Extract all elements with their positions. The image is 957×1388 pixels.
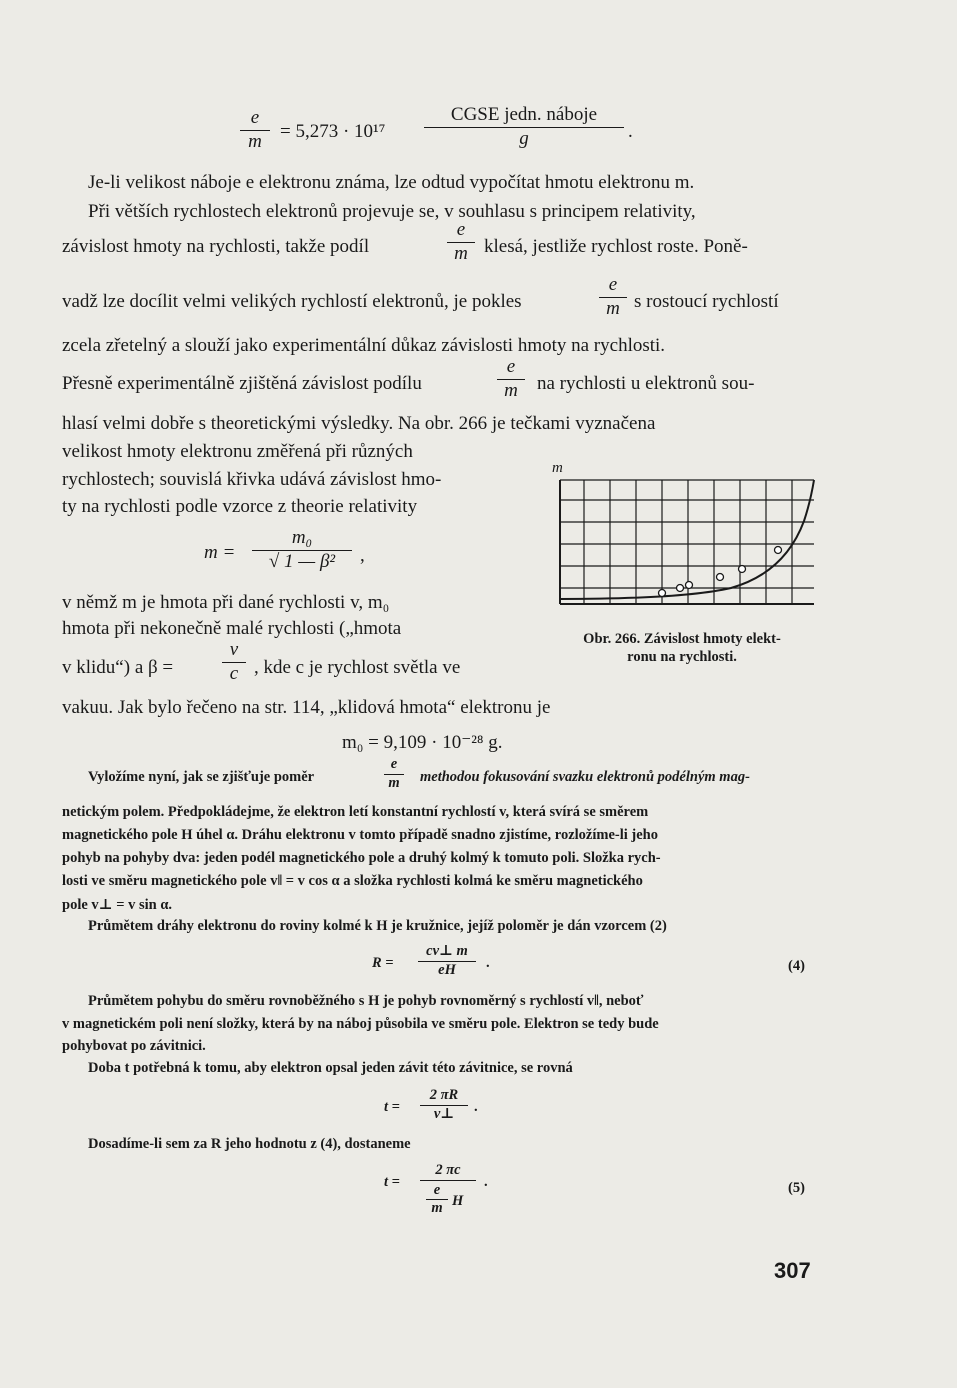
text-line: Při větších rychlostech elektronů projevuje se, v souhlasu s principem relativity, bbox=[88, 201, 696, 222]
text-line: Přesně experimentálně zjištěná závislost podílu bbox=[62, 373, 422, 394]
equation-number: (5) bbox=[788, 1180, 805, 1196]
small-text-line: Průmětem pohybu do směru rovnoběžného s H je pohyb rovnoměrný s rychlostí v‖, neboť bbox=[88, 993, 644, 1009]
text-line: klesá, jestliže rychlost roste. Poně- bbox=[484, 236, 748, 257]
eq-top-units: CGSE jedn. náboje g bbox=[424, 105, 624, 150]
eq-top-rhs: = 5,273 · 10¹⁷ bbox=[280, 121, 386, 142]
eq-period2-fraction: 2 πc e m H bbox=[420, 1162, 476, 1226]
small-text-line: v magnetickém poli není složky, která by na náboj působila ve směru pole. Elektron se tedy bude bbox=[62, 1016, 659, 1032]
eq-mass-lhs: m = bbox=[204, 542, 236, 563]
small-text-line: Vyložíme nyní, jak se zjišťuje poměr bbox=[88, 769, 315, 785]
fraction-e-m: e m bbox=[599, 275, 627, 320]
small-text-line: pohybovat po závitnici. bbox=[62, 1038, 206, 1054]
text-line: velikost hmoty elektronu změřená při různých bbox=[62, 441, 413, 462]
equation-number: (4) bbox=[788, 958, 805, 974]
small-text-line: pohyb na pohyby dva: jeden podél magnetického pole a druhý kolmý k tomuto poli. Složka rych- bbox=[62, 850, 661, 866]
text-line: ty na rychlosti podle vzorce z theorie relativity bbox=[62, 496, 418, 517]
small-text-line: Dosadíme-li sem za R jeho hodnotu z (4), dostaneme bbox=[88, 1136, 411, 1152]
eq-top-fraction: e m bbox=[240, 108, 270, 153]
text-line: s rostoucí rychlostí bbox=[634, 291, 779, 312]
text-line: závislost hmoty na rychlosti, takže podíl bbox=[62, 236, 370, 257]
fraction-v-c: v c bbox=[222, 640, 246, 685]
small-text-line: methodou fokusování svazku elektronů podélným mag- bbox=[420, 769, 750, 785]
eq-radius-lhs: R = bbox=[372, 955, 394, 971]
eq-mass-fraction: m₀ √ 1 — β² bbox=[252, 528, 352, 573]
fraction-e-m: e m bbox=[497, 357, 525, 402]
small-text-line: Doba t potřebná k tomu, aby elektron opsal jeden závit této závitnice, se rovná bbox=[88, 1060, 573, 1076]
text-line: v klidu“) a β = bbox=[62, 657, 174, 678]
text-line: , kde c je rychlost světla ve bbox=[254, 657, 461, 678]
small-text-line: pole v⊥ = v sin α. bbox=[62, 897, 173, 913]
figure-mass-velocity-graph bbox=[556, 476, 818, 610]
text-line: v němž m je hmota při dané rychlosti v, m₀ bbox=[62, 592, 390, 613]
text-line: hmota při nekonečně malé rychlosti („hmota bbox=[62, 618, 402, 639]
text-line: vakuu. Jak bylo řečeno na str. 114, „klidová hmota“ elektronu je bbox=[62, 697, 551, 718]
text-line: hlasí velmi dobře s theoretickými výsledky. Na obr. 266 je tečkami vyznačena bbox=[62, 413, 656, 434]
small-text-line: netickým polem. Předpokládejme, že elektron letí konstantní rychlostí v, která svírá se směrem bbox=[62, 804, 649, 820]
page-number: 307 bbox=[774, 1258, 811, 1283]
figure-axis-label: m bbox=[552, 460, 563, 476]
small-text-line: losti ve směru magnetického pole v‖ = v cos α a složka rychlosti kolmá ke směru magnetického bbox=[62, 873, 643, 889]
fraction-e-m: e m bbox=[447, 220, 475, 265]
figure-caption: Obr. 266. Závislost hmoty elekt- ronu na rychlosti. bbox=[583, 631, 781, 666]
text-line: na rychlosti u elektronů sou- bbox=[537, 373, 755, 394]
eq-radius-fraction: cv⊥ m eH bbox=[418, 944, 476, 979]
text-line: Je-li velikost náboje e elektronu známa, lze odtud vypočítat hmotu elektronu m. bbox=[88, 172, 695, 193]
eq-period2-lhs: t = bbox=[384, 1174, 400, 1190]
eq-rest-mass: m₀ = 9,109 · 10⁻²⁸ g. bbox=[342, 732, 503, 753]
small-text-line: magnetického pole H úhel α. Dráhu elektronu v tomto případě snadno zjistíme, rozložíme-li jeho bbox=[62, 827, 658, 843]
text-line: zcela zřetelný a slouží jako experimentální důkaz závislosti hmoty na rychlosti. bbox=[62, 335, 666, 356]
book-page: e m = 5,273 · 10¹⁷ CGSE jedn. náboje g . Je-li velikost náboje e elektronu známa, lze odtud vypočítat hmotu elektronu m. Při větších rychlostech elektronů projevuje se, v souhlasu s principem relativity, závislost hmoty na rychlosti, takže podíl e m klesá, jestliže rychlost roste. Poně- vadž lze docílit velmi velikých rychlostí elektronů, je pokles e m s rostoucí rychlostí zcela zřetelný a slouží jako experimentální důkaz závislosti hmoty na rychlosti. Přesně experimentálně zjištěná závislost podílu e m na rychlosti u elektronů sou- hlasí velmi dobře s theoretickými výsledky. Na obr. 266 je tečkami vyznačena velikost hmoty elektronu změřená při různých rychlostech; souvislá křivka udává závislost hmo- ty na rychlosti podle vzorce z theorie relativity m = m₀ √ 1 — β² , v němž m je hmota při dané rychlosti v, m₀ hmota při nekonečně malé rychlosti („hmota v klidu“) a β = v c , kde c je rychlost světla ve vakuu. Jak bylo řečeno na str. 114, „klidová hmota“ elektronu je m₀ = 9,109 · 10⁻²⁸ g. m Obr. 266. Závislost hmoty elekt- ronu na rychlosti. Vyložíme nyní, jak se zjišťuje poměr e m methodou fokusování svazku elektronů podélným mag- netickým polem. Předpokládejme, že elektron letí konstantní rychlostí v, která svírá se směrem magnetického pole H úhel α. Dráhu elektronu v tomto případě snadno zjistíme, rozložíme-li jeho pohyb na pohyby dva: jeden podél magnetického pole a druhý kolmý k tomuto poli. Složka rych- losti ve směru magnetického pole v‖ = v cos α a složka rychlosti kolmá ke směru magnetického pole v⊥ = v sin α. Průmětem dráhy elektronu do roviny kolmé k H je kružnice, jejíž poloměr je dán vzorcem (2) R = cv⊥ m eH . (4) Průmětem pohybu do směru rovnoběžného s H je pohyb rovnoměrný s rychlostí v‖, neboť v magnetickém poli není složky, která by na náboj působila ve směru pole. Elektron se tedy bude pohybovat po závitnici. Doba t potřebná k tomu, aby elektron opsal jeden závit této závitnice, se rovná t = 2 πR v⊥ . Dosadíme-li sem za R jeho hodnotu z (4), dostaneme t = 2 πc e m H . (5) 307 bbox=[0, 0, 957, 1388]
eq-period-fraction: 2 πR v⊥ bbox=[420, 1088, 468, 1123]
eq-period-lhs: t = bbox=[384, 1099, 400, 1115]
text-line: rychlostech; souvislá křivka udává závislost hmo- bbox=[62, 469, 442, 490]
text-line: vadž lze docílit velmi velikých rychlostí elektronů, je pokles bbox=[62, 291, 522, 312]
small-text-line: Průmětem dráhy elektronu do roviny kolmé k H je kružnice, jejíž poloměr je dán vzorcem (2) bbox=[88, 918, 667, 934]
fraction-e-m-small: e m bbox=[384, 757, 404, 792]
